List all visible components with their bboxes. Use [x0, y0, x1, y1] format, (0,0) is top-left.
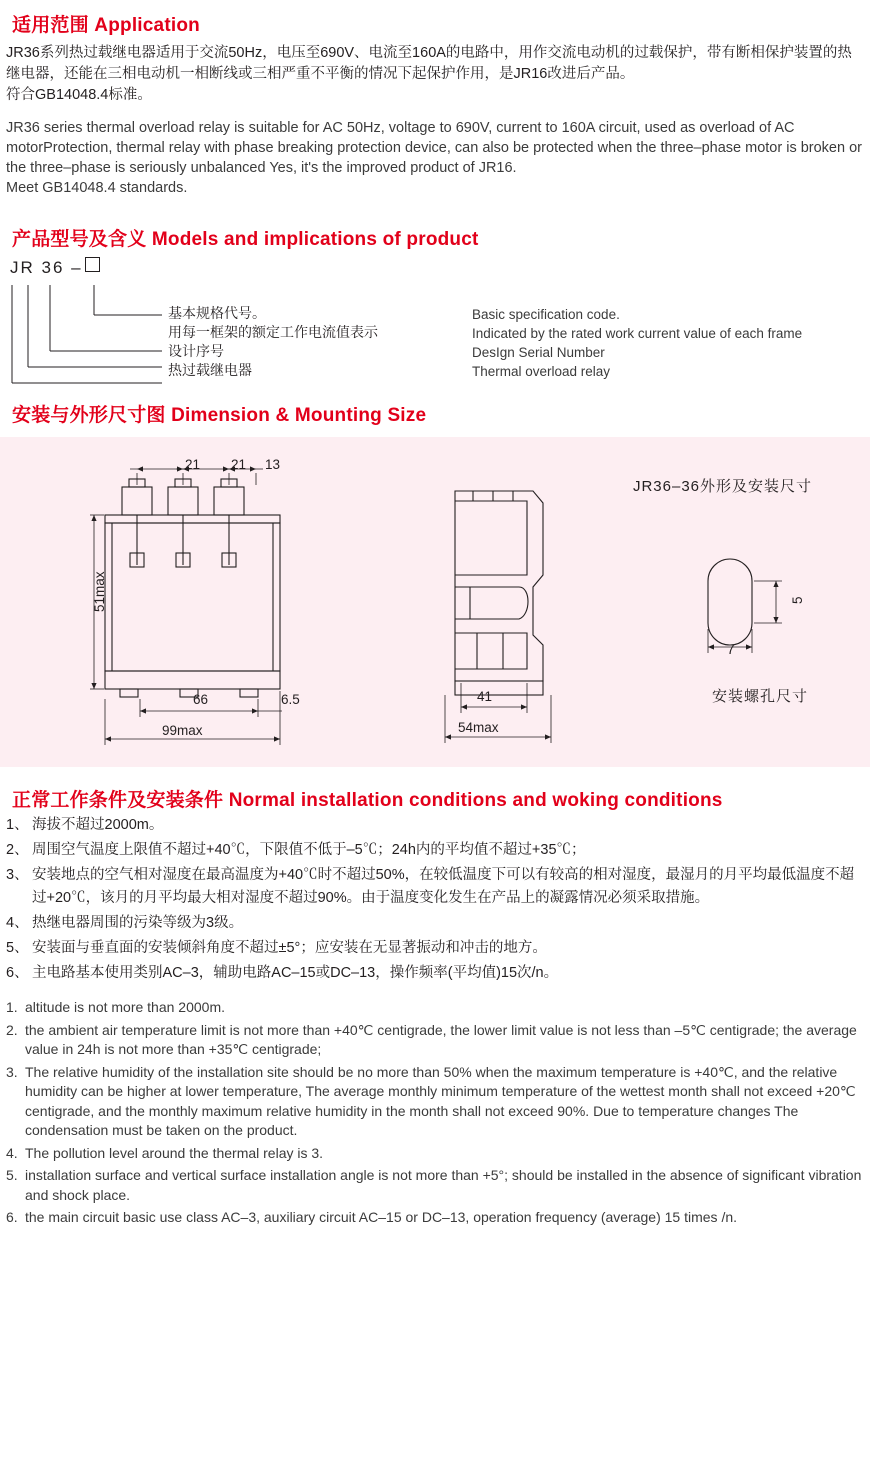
- section-dimension: [0, 400, 870, 427]
- application-cn-standard: 符合GB14048.4标准。: [6, 87, 152, 103]
- dim-hole-width: 7: [727, 642, 735, 657]
- list-item: [6, 1166, 862, 1205]
- side-view-drawing: [415, 455, 615, 755]
- list-item: [6, 998, 862, 1018]
- list-item: [6, 1063, 862, 1141]
- list-item-number: 6、: [6, 965, 29, 981]
- list-item-number: 3.: [6, 1063, 18, 1080]
- list-item-text: 周围空气温度上限值不超过+40℃，下限值不低于–5℃；24h内的平均值不超过+35℃；: [32, 842, 586, 858]
- conditions-heading: [6, 785, 862, 812]
- list-item-number: 3、: [6, 867, 29, 883]
- model-label-cn-2: 用每一框架的额定工作电流值表示: [168, 324, 378, 340]
- dim-6p5: 6.5: [281, 692, 300, 707]
- model-code-prefix: JR 36 –: [10, 258, 83, 277]
- list-item-number: 6.: [6, 1209, 18, 1225]
- model-label-cn-4: 热过载继电器: [168, 362, 252, 378]
- section-models: [0, 224, 870, 400]
- dim-66: 66: [193, 692, 209, 707]
- section-application: [0, 0, 870, 198]
- list-item-text: 主电路基本使用类别AC–3，辅助电路AC–15或DC–13，操作频率(平均值)15次/n。: [32, 965, 559, 981]
- list-item: [6, 1021, 862, 1060]
- list-item-number: 2.: [6, 1021, 18, 1038]
- dim-54max: 54max: [458, 720, 499, 735]
- model-label-en-1: Basic specification code.: [472, 307, 620, 322]
- dim-13: 13: [265, 457, 281, 472]
- dimension-heading-en: Dimension & Mounting Size: [171, 405, 427, 426]
- list-item: [6, 864, 862, 910]
- front-view-drawing: [60, 455, 390, 767]
- conditions-cn-list: [6, 814, 862, 985]
- list-item-number: 5、: [6, 940, 29, 956]
- list-item-number: 5.: [6, 1167, 18, 1183]
- list-item: [6, 937, 862, 960]
- model-label-en-2: Indicated by the rated work current value of each frame: [472, 326, 803, 341]
- list-item: [6, 839, 862, 862]
- list-item: [6, 814, 862, 837]
- list-item-text: 热继电器周围的污染等级为3级。: [32, 915, 244, 931]
- list-item: [6, 1208, 862, 1228]
- list-item-number: 1、: [6, 817, 29, 833]
- model-label-en-3: DesIgn Serial Number: [472, 345, 605, 360]
- list-item-text: 安装地点的空气相对湿度在最高温度为+40℃时不超过50%，在较低温度下可以有较高的相对湿度，最湿月的月平均最低温度不超过+20℃，该月的月平均最大相对湿度不超过90%。由于温度变化发生在产品上的凝露情况必须采取措施。: [32, 867, 855, 906]
- conditions-heading-en: Normal installation conditions and woking conditions: [228, 790, 723, 811]
- application-heading-cn: 适用范围: [12, 15, 89, 36]
- models-heading-cn: 产品型号及含义: [12, 229, 147, 250]
- list-item: [6, 962, 862, 985]
- list-item-number: 4.: [6, 1144, 18, 1161]
- list-item-number: 2、: [6, 842, 29, 858]
- list-item-text: the ambient air temperature limit is not more than +40℃ centigrade, the lower limit value is not less than –5℃ centigrade; the average value in 24h is not more than +35℃ centigrade;: [25, 1021, 857, 1057]
- application-en-paragraph: JR36 series thermal overload relay is suitable for AC 50Hz, voltage to 690V, current to 160A circuit, used as overload of AC motorProtection, thermal relay with phase breaking protection device, can also be protected when the three–phase motor is broken or the three–phase is seriously unbalanced Yes, it's the improved product of JR16.: [6, 120, 862, 176]
- dim-41: 41: [477, 689, 493, 704]
- list-item-text: 海拔不超过2000m。: [32, 817, 164, 833]
- dimension-figure: [0, 437, 870, 767]
- model-label-en-4: Thermal overload relay: [472, 364, 611, 379]
- mounting-hole-title: 安装螺孔尺寸: [711, 688, 808, 705]
- application-en-standard: Meet GB14048.4 standards.: [6, 180, 188, 196]
- mounting-hole-drawing: [690, 557, 840, 697]
- dimension-heading-cn: 安装与外形尺寸图: [12, 405, 166, 426]
- list-item-text: The pollution level around the thermal relay is 3.: [25, 1144, 324, 1161]
- list-item-number: 4、: [6, 915, 29, 931]
- model-code-diagram: [6, 255, 862, 400]
- application-heading-en: Application: [94, 15, 200, 36]
- list-item-text: 安装面与垂直面的安装倾斜角度不超过±5°；应安装在无显著振动和冲击的地方。: [32, 940, 547, 956]
- dim-99max: 99max: [162, 723, 203, 738]
- list-item: [6, 1144, 862, 1164]
- dim-hole-height: 5: [790, 596, 805, 604]
- dim-21b: 21: [231, 457, 247, 472]
- models-heading-en: Models and implications of product: [151, 229, 479, 250]
- models-heading: [6, 224, 862, 251]
- model-label-cn-3: 设计序号: [168, 343, 224, 359]
- conditions-heading-cn: 正常工作条件及安装条件: [12, 790, 224, 811]
- dim-51max: 51max: [92, 571, 107, 612]
- list-item-number: 1.: [6, 999, 18, 1015]
- figure-title: JR36–36外形及安装尺寸: [632, 478, 812, 495]
- model-code-placeholder-box: [85, 257, 100, 272]
- model-label-cn-1: 基本规格代号。: [168, 305, 266, 321]
- dim-21a: 21: [185, 457, 201, 472]
- dimension-heading: [6, 400, 862, 427]
- conditions-en-list: [6, 998, 862, 1228]
- list-item-text: installation surface and vertical surface installation angle is not more than +5°; should be installed in the absence of significant vibration and shock place.: [25, 1167, 862, 1203]
- section-conditions: [0, 767, 870, 1228]
- list-item-text: The relative humidity of the installation site should be no more than 50% when the maximum temperature is +40℃, and the relative humidity can be higher at lower temperature, The average monthly minimum temperature of the wettest month shall not exceed +20℃ centigrade, and the monthly maximum relative humidity in the month shall not exceed 90%. Due to temperature changes The condensation must be taken on the product.: [25, 1063, 856, 1138]
- application-cn-paragraph: JR36系列热过载继电器适用于交流50Hz，电压至690V、电流至160A的电路中，用作交流电动机的过载保护，带有断相保护装置的热继电器，还能在三相电动机一相断线或三相严重不平衡的情况下起保护作用，是JR16改进后产品。: [6, 45, 852, 82]
- list-item-text: the main circuit basic use class AC–3, auxiliary circuit AC–15 or DC–13, operation frequency (average) 15 times /n.: [25, 1209, 738, 1225]
- list-item: [6, 912, 862, 935]
- list-item-text: altitude is not more than 2000m.: [25, 999, 226, 1015]
- application-heading: [6, 10, 862, 37]
